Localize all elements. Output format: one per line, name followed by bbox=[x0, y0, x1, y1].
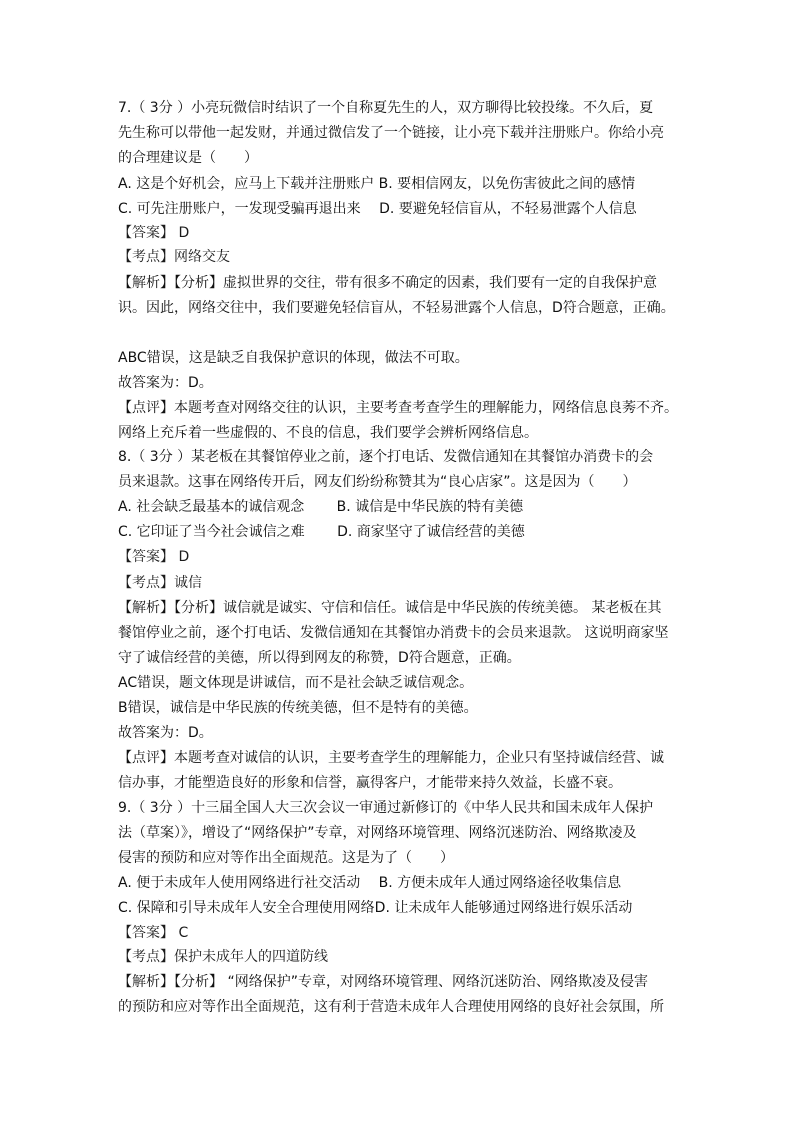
q9-answer: 【答案】 C bbox=[118, 925, 189, 941]
q9-stem-line-2: 法（草案）》，增设了“网络保护”专章，对网络环境管理、网络沉迷防治、网络欺凌及 bbox=[118, 825, 637, 841]
q7-stem-line-2: 先生称可以带他一起发财，并通过微信发了一个链接，让小亮下载并注册账户。你给小亮 bbox=[118, 125, 664, 141]
q9-stem-line-3: 侵害的预防和应对等作出全面规范。这是为了（ ） bbox=[118, 850, 454, 866]
q7-option-line-2: C. 可先注册账户，一发现受骗再退出来 D. 要避免轻信盲从，不轻易泄露个人信息 bbox=[118, 201, 637, 217]
q8-analysis-line-2: 餐馆停业之前，逐个打电话、发微信通知在其餐馆办消费卡的会员来退款。 这说明商家坚 bbox=[118, 625, 669, 641]
q7-answer: 【答案】 D bbox=[118, 225, 190, 241]
q8-analysis-line-3: 守了诚信经营的美德，所以得到网友的称赞，D符合题意，正确。 bbox=[118, 650, 521, 666]
q7-option-line-1: A. 这是个好机会，应马上下载并注册账户 B. 要相信网友，以免伤害彼此之间的感情 bbox=[118, 176, 636, 192]
q9-analysis-line-2: 的预防和应对等作出全面规范，这有利于营造未成年人合理使用网络的良好社会氛围，所 bbox=[118, 999, 664, 1015]
q7-comment-line-2: 网络上充斥着一些虚假的、不良的信息，我们要学会辨析网络信息。 bbox=[118, 425, 538, 441]
q7-analysis-line-4: 故答案为：D。 bbox=[118, 375, 213, 391]
q8-comment-line-2: 信办事，才能塑造良好的形象和信誉，赢得客户，才能带来持久效益，长盛不衰。 bbox=[118, 775, 622, 791]
q9-point: 【考点】保护未成年人的四道防线 bbox=[118, 949, 328, 965]
q7-analysis-line-2: 识。因此，网络交往中，我们要避免轻信盲从，不轻易泄露个人信息，D符合题意，正确。 bbox=[118, 300, 675, 316]
q8-stem-line-2: 员来退款。这事在网络传开后，网友们纷纷称赞其为“良心店家”。这是因为（ ） bbox=[118, 474, 637, 490]
q8-analysis-line-1: 【解析】【分析】诚信就是诚实、守信和信任。诚信是中华民族的传统美德。 某老板在其 bbox=[118, 600, 662, 616]
q8-answer: 【答案】 D bbox=[118, 549, 190, 565]
q8-analysis-line-4: AC错误，题文体现是讲诚信，而不是社会缺乏诚信观念。 bbox=[118, 675, 474, 691]
q7-stem-line-1: 7.（ 3分 ）小亮玩微信时结识了一个自称夏先生的人，双方聊得比较投缘。不久后，夏 bbox=[118, 100, 654, 116]
q8-analysis-line-6: 故答案为：D。 bbox=[118, 725, 213, 741]
q7-analysis-line-1: 【解析】【分析】虚拟世界的交往，带有很多不确定的因素，我们要有一定的自我保护意 bbox=[118, 275, 657, 291]
q9-stem-line-1: 9.（ 3分 ）十三届全国人大三次会议一审通过新修订的《中华人民共和国未成年人保护 bbox=[118, 800, 654, 816]
q8-point: 【考点】诚信 bbox=[118, 575, 202, 591]
q8-option-line-1: A. 社会缺乏最基本的诚信观念 B. 诚信是中华民族的特有美德 bbox=[118, 499, 524, 515]
q7-comment-line-1: 【点评】本题考查对网络交往的认识，主要考查考查学生的理解能力，网络信息良莠不齐。 bbox=[118, 400, 678, 416]
q8-option-line-2: C. 它印证了当今社会诚信之难 D. 商家坚守了诚信经营的美德 bbox=[118, 524, 525, 540]
q9-option-line-2: C. 保障和引导未成年人安全合理使用网络D. 让未成年人能够通过网络进行娱乐活动 bbox=[118, 900, 633, 916]
q7-stem-line-3: 的合理建议是（ ） bbox=[118, 150, 258, 166]
q8-comment-line-1: 【点评】本题考查对诚信的认识，主要考查学生的理解能力，企业只有坚持诚信经营、诚 bbox=[118, 750, 664, 766]
q7-analysis-line-3: ABC错误，这是缺乏自我保护意识的体现，做法不可取。 bbox=[118, 350, 469, 366]
q9-option-line-1: A. 便于未成年人使用网络进行社交活动 B. 方便未成年人通过网络途径收集信息 bbox=[118, 875, 622, 891]
q9-analysis-line-1: 【解析】【分析】 “网络保护”专章，对网络环境管理、网络沉迷防治、网络欺凌及侵害 bbox=[118, 974, 648, 990]
q8-analysis-line-5: B错误，诚信是中华民族的传统美德，但不是特有的美德。 bbox=[118, 700, 478, 716]
q8-stem-line-1: 8.（ 3分 ）某老板在其餐馆停业之前，逐个打电话、发微信通知在其餐馆办消费卡的会 bbox=[118, 449, 654, 465]
q7-point: 【考点】网络交友 bbox=[118, 249, 230, 265]
